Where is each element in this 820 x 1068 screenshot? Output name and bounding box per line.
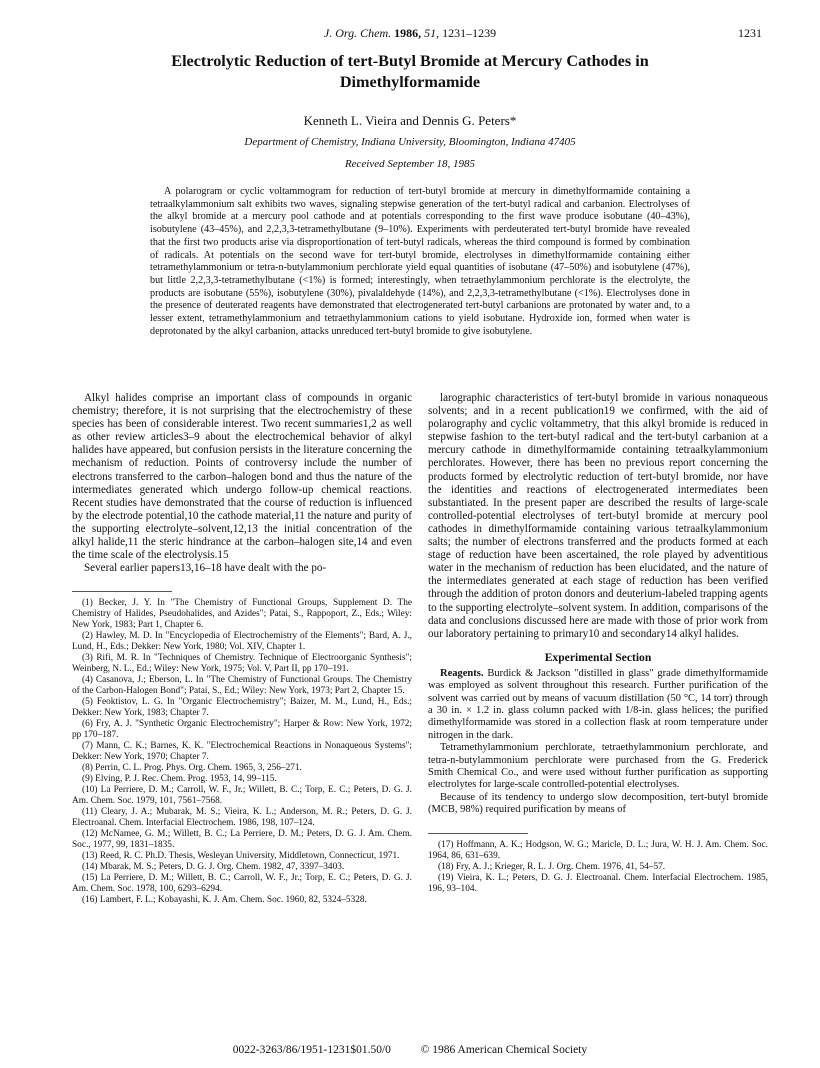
received-date: Received September 18, 1985 — [344, 158, 476, 170]
footnote-list-left — [72, 598, 412, 906]
reagents-lead: Reagents. — [440, 667, 484, 679]
footnote: (19) Vieira, K. L.; Peters, D. G. J. Electroanal. Chem. Interfacial Electrochem. 1985, 196, 93–104. — [428, 872, 768, 894]
intro-paragraph-2: Several earlier papers13,16–18 have dealt with the po- — [84, 562, 327, 575]
footnote-list-right — [428, 840, 768, 895]
footnote: (5) Feoktistov, L. G. In "Organic Electrochemistry"; Baizer, M. M., Lund, H., Eds.; Dekker: New York, 1983; Chapter 7. — [72, 697, 412, 719]
footnote: (15) La Perriere, D. M.; Willett, B. C.; Carroll, W. F., Jr.; Torp, E. C.; Peters, D. G. J. Am. Chem. Soc. 1978, 100, 6293–6294. — [72, 873, 412, 895]
right-column — [428, 392, 768, 895]
footnote-rule — [428, 833, 528, 834]
abstract: A polarogram or cyclic voltammogram for reduction of tert-butyl bromide at mercury in dimethylformamide containing a tetraalkylammonium salt exhibits two waves, signaling stepwise generation of the tert-butyl radical and carbanion. Electrolyses of the alkyl bromide at a mercury pool cathode and at potentials corresponding to the first wave produce isobutane (40–43%), isobutylene (43–45%), and 2,2,3,3-tetramethylbutane (9–10%). Experiments with perdeuterated tert-butyl bromide have revealed that the first two products arise via disproportionation of tert-butyl radicals, whereas the third compound is formed by combination of radicals. At potentials on the second wave for tert-butyl bromide, electrolyses in dimethylformamide containing either tetramethylammonium or tetra-n-butylammonium perchlorate yield equal quantities of isobutane (47–50%) and isobutylene (47%), but little 2,2,3,3-tetramethylbutane (<1%) is formed; interestingly, when tetraethylammonium perchlorate is the electrolyte, the products are isobutane (55%), isobutylene (30%), pivalaldehyde (14%), and 2,2,3,3-tetramethylbutane (<1%). Electrolyses done in the presence of deuterated reagents have demonstrated that electrogenerated tert-butyl carbanions are protonated by water and, to a lesser extent, tetramethylammonium and tetraethylammonium cations to yield isobutane. Hydroxide ion, formed when water is deprotonated by the alkyl carbanion, attacks unreduced tert-butyl bromide to give isobutylene. — [150, 186, 690, 337]
footnote: (9) Elving, P. J. Rec. Chem. Prog. 1953, 14, 99–115. — [82, 774, 277, 785]
page-number: 1231 — [738, 26, 762, 40]
footnote: (17) Hoffmann, A. K.; Hodgson, W. G.; Maricle, D. L.; Jura, W. H. J. Am. Chem. Soc. 1964, 86, 631–639. — [428, 839, 768, 861]
affiliation: Department of Chemistry, Indiana University, Bloomington, Indiana 47405 — [244, 136, 576, 148]
journal-year: 1986, — [394, 26, 422, 40]
page-footer — [0, 1044, 820, 1056]
article-code: 0022-3263/86/1951-1231$01.50/0 — [232, 1044, 391, 1056]
footnote: (1) Becker, J. Y. In "The Chemistry of Functional Groups, Supplement D. The Chemistry of Halides, Pseudohalides, and Azides"; Patai, S., Rappoport, Z., Eds.; Wiley: New York, 1983; Part 1, Chapter 6. — [72, 598, 412, 631]
article-title: Electrolytic Reduction of tert-Butyl Bromide at Mercury Cathodes in Dimethylformamide — [171, 52, 649, 91]
reagents-text: Burdick & Jackson "distilled in glass" grade dimethylformamide was employed as solvent throughout this research. Further purification of the solvent was carried out by means of vacuum distillation (50 °C, 14 torr) through a 30 in. × 1.2 in. glass column packed with 1/8-in. glass helices; the purified dimethylformamide was stored in a collection flask at room temperature under nitrogen in the dark. — [428, 667, 769, 741]
intro-paragraph-1: Alkyl halides comprise an important class of compounds in organic chemistry; therefore, it is not surprising that the electrochemistry of these species has been of considerable interest. Two recent summaries1,2 as well as other review articles3–9 about the electrochemical behavior of alkyl halides have appeared, but confusion persists in the literature concerning the mechanism of reduction. Points of controversy include the number of electrons transferred to the carbon–halogen bond and thus the nature of the intermediates generated which undergo follow-up chemical reactions. Recent studies have demonstrated that the course of reduction is influenced by the electrode potential,10 the cathode material,11 the nature and purity of the supporting electrolyte–solvent,12,13 the initial concentration of the alkyl halide,11 the steric hindrance at the carbon–halogen site,14 and even the time scale of the electrolysis.15 — [72, 392, 412, 562]
footnote: (14) Mbarak, M. S.; Peters, D. G. J. Org. Chem. 1982, 47, 3397–3403. — [82, 862, 345, 873]
footnote: (16) Lambert, F. L.; Kobayashi, K. J. Am. Chem. Soc. 1960, 82, 5324–5328. — [82, 895, 367, 906]
footnote: (13) Reed, R. C. Ph.D. Thesis, Wesleyan University, Middletown, Connecticut, 1971. — [82, 851, 400, 862]
footnote: (3) Rifi, M. R. In "Techniques of Chemistry. Technique of Electroorganic Synthesis"; Weinberg, N. L., Ed.; Wiley: New York, 1975; Vol. V, Part II, pp 170–191. — [72, 653, 412, 675]
footnote: (12) McNamee, G. M.; Willett, B. C.; La Perriere, D. M.; Peters, D. G. J. Am. Chem. Soc., 1977, 99, 1831–1835. — [72, 829, 412, 851]
footnote: (10) La Perriere, D. M.; Carroll, W. F., Jr.; Willett, B. C.; Torp, E. C.; Peters, D. G. J. Am. Chem. Soc. 1979, 101, 7561–7568. — [72, 785, 412, 807]
journal-volume: 51, — [424, 26, 440, 40]
left-column — [72, 392, 412, 906]
footnote: (11) Cleary, J. A.; Mubarak, M. S.; Vieira, K. L.; Anderson, M. R.; Peters, D. G. J. Electroanal. Chem. Interfacial Electrochem. 1986, 198, 107–124. — [72, 807, 412, 829]
footnote: (4) Casanova, J.; Eberson, L. In "The Chemistry of Functional Groups. The Chemistry of the Carbon-Halogen Bond"; Patai, S., Ed.; Wiley: New York, 1973; Part 2, Chapter 15. — [72, 675, 412, 697]
footnote: (18) Fry, A. J.; Krieger, R. L. J. Org. Chem. 1976, 41, 54–57. — [438, 861, 666, 872]
journal-name: J. Org. Chem. — [323, 26, 392, 40]
footnote: (7) Mann, C. K.; Barnes, K. K. "Electrochemical Reactions in Nonaqueous Systems"; Dekker: New York, 1970; Chapter 7. — [72, 741, 412, 763]
footnote: (6) Fry, A. J. "Synthetic Organic Electrochemistry"; Harper & Row: New York, 1972; pp 170–187. — [72, 719, 412, 741]
reagents-paragraph-1 — [428, 668, 768, 742]
author-list: Kenneth L. Vieira and Dennis G. Peters* — [303, 113, 517, 128]
running-head — [0, 26, 820, 42]
section-heading: Experimental Section — [544, 650, 652, 664]
footnote-rule — [72, 591, 172, 592]
journal-pages: 1231–1239 — [442, 26, 497, 40]
journal-citation — [0, 26, 820, 41]
reagents-paragraph-3: Because of its tendency to undergo slow decomposition, tert-butyl bromide (MCB, 98%) required purification by means of — [428, 791, 768, 816]
footnote: (2) Hawley, M. D. In "Encyclopedia of Electrochemistry of the Elements"; Bard, A. J., Lund, H., Eds.; Dekker: New York, 1980; Vol. XIV, Chapter 1. — [72, 631, 412, 653]
intro-paragraph-3: larographic characteristics of tert-butyl bromide in various nonaqueous solvents; and in a recent publication19 we confirmed, with the aid of polarography and cyclic voltammetry, that this alkyl bromide is reduced in stepwise fashion to the tert-butyl radical and the tert-butyl carbanion at a mercury cathode in dimethylformamide containing tetraalkylammonium perchlorates. However, there has been no previous report concerning the products formed by electrolytic reduction of tert-butyl bromide, nor have the identities and reactions of electrogenerated intermediates been substantiated. In the present paper are described the results of large-scale controlled-potential electrolyses of tert-butyl bromide at mercury pool cathodes in dimethylformamide containing various tetraalkylammonium salts; the number of electrons transferred and the products formed at each stage of reduction have been ascertained, the role played by adventitious water in the mechanism of reduction has been elucidated, and the nature of the intermediates generated at each stage of reduction has been verified through the addition of proton donors and deuterium-labeled trapping agents to the supporting electrolyte–solvent system. In addition, comparisons of the data and conclusions discussed here are made with those of prior work from our laboratory pertaining to primary10 and secondary14 alkyl halides. — [428, 392, 768, 640]
footnote: (8) Perrin, C. L. Prog. Phys. Org. Chem. 1965, 3, 256–271. — [82, 763, 302, 774]
copyright: © 1986 American Chemical Society — [420, 1044, 588, 1056]
reagents-paragraph-2: Tetramethylammonium perchlorate, tetraethylammonium perchlorate, and tetra-n-butylammonium perchlorate were purchased from the G. Frederick Smith Chemical Co., and were used without further purification as supporting electrolytes for large-scale controlled-potential electrolyses. — [428, 742, 768, 791]
